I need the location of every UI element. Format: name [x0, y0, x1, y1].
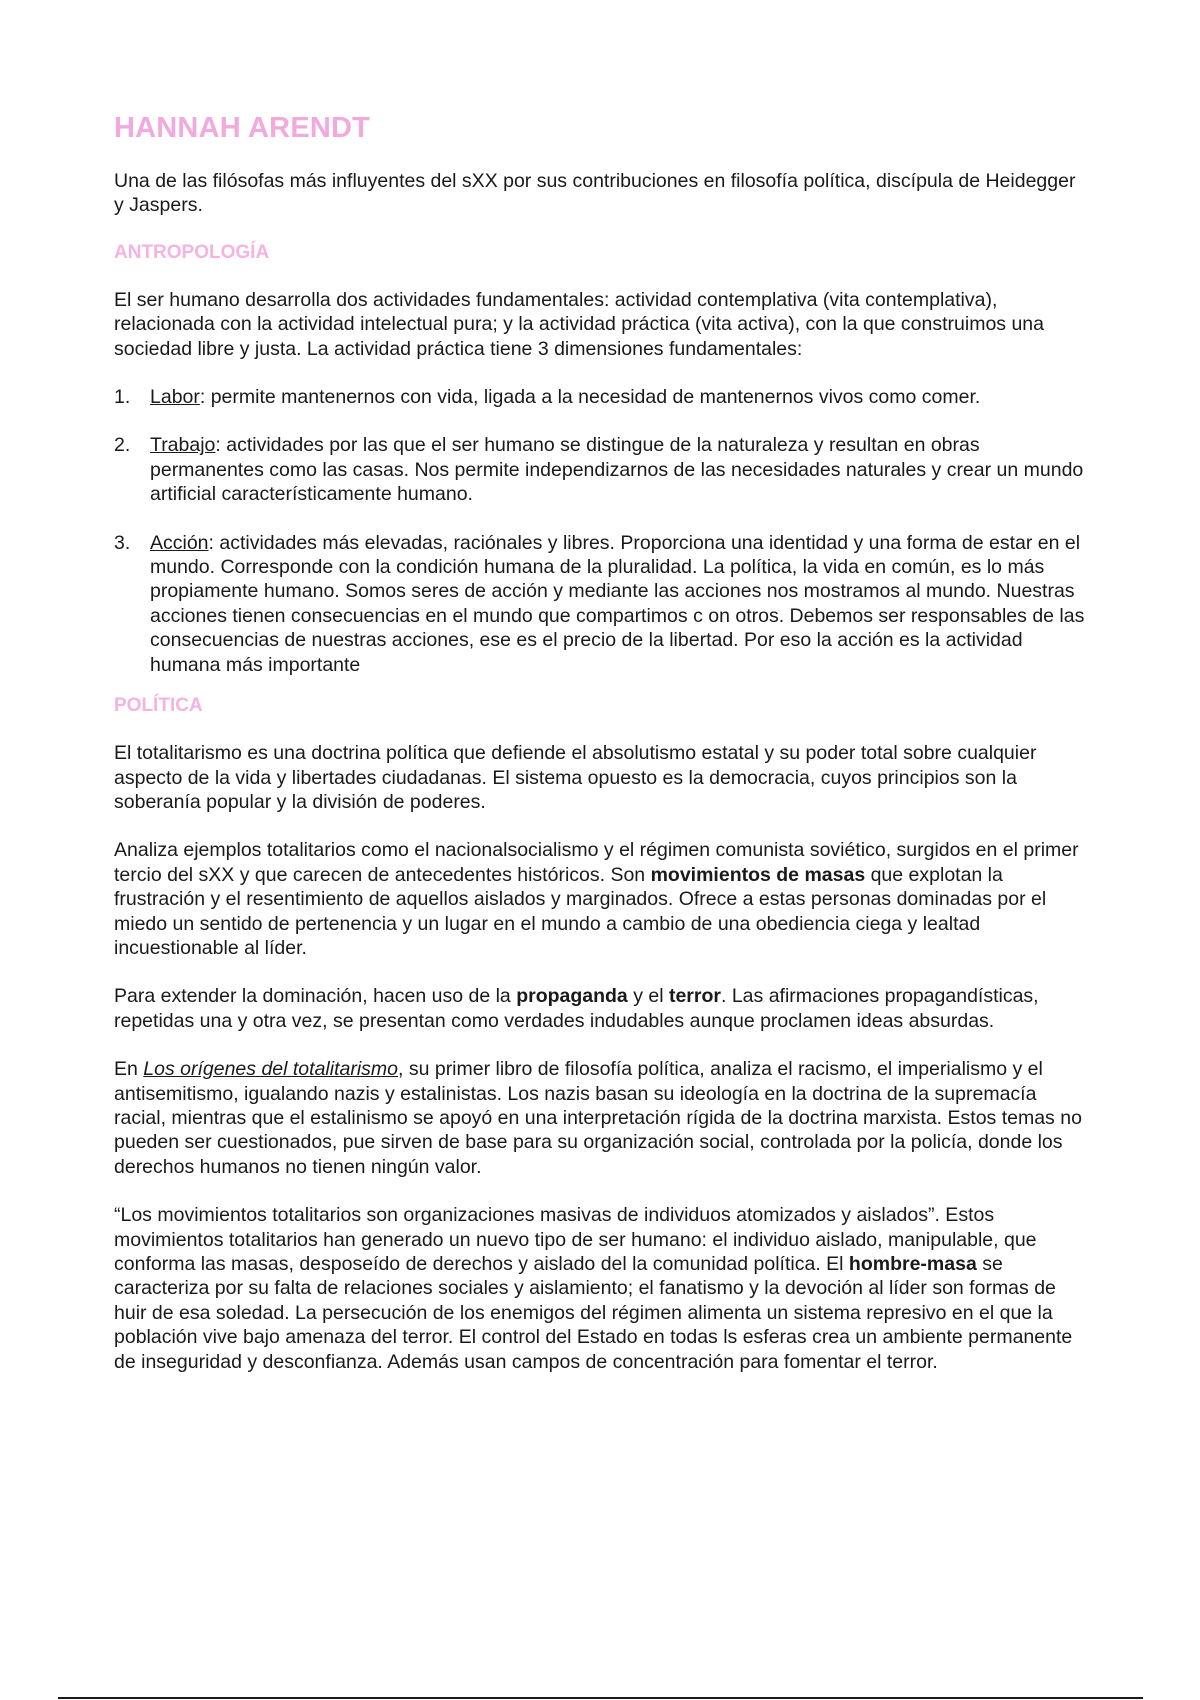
- list-item: [114, 385, 1086, 409]
- text-run: Analiza ejemplos totalitarios como el nacionalsocialismo y el régimen comunista soviético, surgidos en el primer tercio del sXX y que carecen de antecedentes históricos. Son: [114, 839, 1079, 886]
- section-heading-antropologia: ANTROPOLOGÍA: [114, 241, 270, 263]
- politica-paragraph-5: [114, 1203, 1086, 1374]
- list-term: Labor: [150, 386, 200, 409]
- list-text: : actividades por las que el ser humano se distingue de la naturaleza y resultan en obras permanentes como las casas. Nos permite independizarnos de las necesidades naturales y crear un mundo artificial característicamente humano.: [150, 434, 1084, 506]
- antropologia-paragraph: El ser humano desarrolla dos actividades fundamentales: actividad contemplativa (vita contemplativa), relacionada con la actividad intelectual pura; y la actividad práctica (vita activa), con la que construimos una sociedad libre y justa. La actividad práctica tiene 3 dimensiones fundamentales:: [114, 288, 1045, 360]
- list-term: Acción: [150, 531, 209, 554]
- text-run: En: [114, 1058, 144, 1081]
- politica-paragraph-2: [114, 838, 1086, 960]
- page-bottom-divider: [58, 1697, 1143, 1699]
- bold-term: propaganda: [516, 985, 628, 1008]
- text-run: y el: [627, 985, 669, 1008]
- politica-paragraph-3: [114, 984, 1086, 1033]
- text-run: , su primer libro de filosofía política, analiza el racismo, el imperialismo y el antisemitismo, igualando nazis y estalinistas. Los nazis basan su ideología en la doctrina de la supremacía racial, mientras que el estalinismo se apoyó en una interpretación rígida de la doctrina marxista. Estos temas no pueden ser cuestionados, pue sirven de base para su organización social, controlada por la policía, donde los derechos humanos no tienen ningún valor.: [114, 1058, 1082, 1178]
- list-term: Trabajo: [150, 434, 216, 457]
- list-item: [114, 433, 1086, 506]
- text-run: Para extender la dominación, hacen uso de la: [114, 985, 517, 1008]
- intro-paragraph: Una de las filósofas más influyentes del sXX por sus contribuciones en filosofía política, discípula de Heidegger y Jaspers.: [114, 170, 1076, 217]
- list-text: : actividades más elevadas, raciónales y libres. Proporciona una identidad y una forma de estar en el mundo. Corresponde con la condición humana de la pluralidad. La política, la vida en común, es lo más propiamente humano. Somos seres de acción y mediante las acciones nos mostramos al mundo. Nuestras acciones tienen consecuencias en el mundo que compartimos c on otros. Debemos ser responsables de las consecuencias de nuestras acciones, ese es el precio de la libertad. Por eso la acción es la actividad humana más importante: [150, 531, 1085, 676]
- activities-list: [114, 385, 1086, 677]
- text-run: que explotan la frustración y el resentimiento de aquellos aislados y marginados. Ofrece a estas personas dominadas por el miedo un sentido de pertenencia y un lugar en el mundo a cambio de una obediencia ciega y lealtad incuestionable al líder.: [114, 863, 1047, 959]
- list-number: 3.: [114, 531, 131, 554]
- page-title: HANNAH ARENDT: [114, 112, 371, 144]
- text-run: se caracteriza por su falta de relaciones sociales y aislamiento; el fanatismo y la devoción al líder son formas de huir de esa soledad. La persecución de los enemigos del régimen alimenta un sistema represivo en el que la población vive bajo amenaza del terror. El control del Estado en todas ls esferas crea un ambiente permanente de inseguridad y desconfianza. Además usan campos de concentración para fomentar el terror.: [114, 1253, 1073, 1373]
- section-heading-politica: POLÍTICA: [114, 695, 203, 717]
- list-item: [114, 531, 1086, 677]
- list-number: 1.: [114, 386, 131, 409]
- book-title: Los orígenes del totalitarismo: [143, 1058, 398, 1081]
- text-run: . Las afirmaciones propagandísticas, repetidas una y otra vez, se presentan como verdades indudables aunque proclamen ideas absurdas.: [114, 985, 1039, 1032]
- text-run: “Los movimientos totalitarios son organizaciones masivas de individuos atomizados y aislados”. Estos movimientos totalitarios han generado un nuevo tipo de ser humano: el individuo aislado, manipulable, que conforma las masas, desposeído de derechos y aislado del la comunidad política. El: [114, 1204, 1037, 1275]
- bold-term: terror: [668, 985, 721, 1008]
- politica-paragraph-4: [114, 1057, 1086, 1179]
- list-number: 2.: [114, 434, 131, 457]
- bold-term: hombre-masa: [848, 1253, 977, 1275]
- list-text: : permite mantenernos con vida, ligada a la necesidad de mantenernos vivos como comer.: [199, 386, 981, 409]
- politica-paragraph-1: El totalitarismo es una doctrina política que defiende el absolutismo estatal y su poder total sobre cualquier aspecto de la vida y libertades ciudadanas. El sistema opuesto es la democracia, cuyos principios son la soberanía popular y la división de poderes.: [114, 742, 1037, 813]
- document-page: [114, 112, 1086, 1398]
- bold-term: movimientos de masas: [650, 863, 866, 886]
